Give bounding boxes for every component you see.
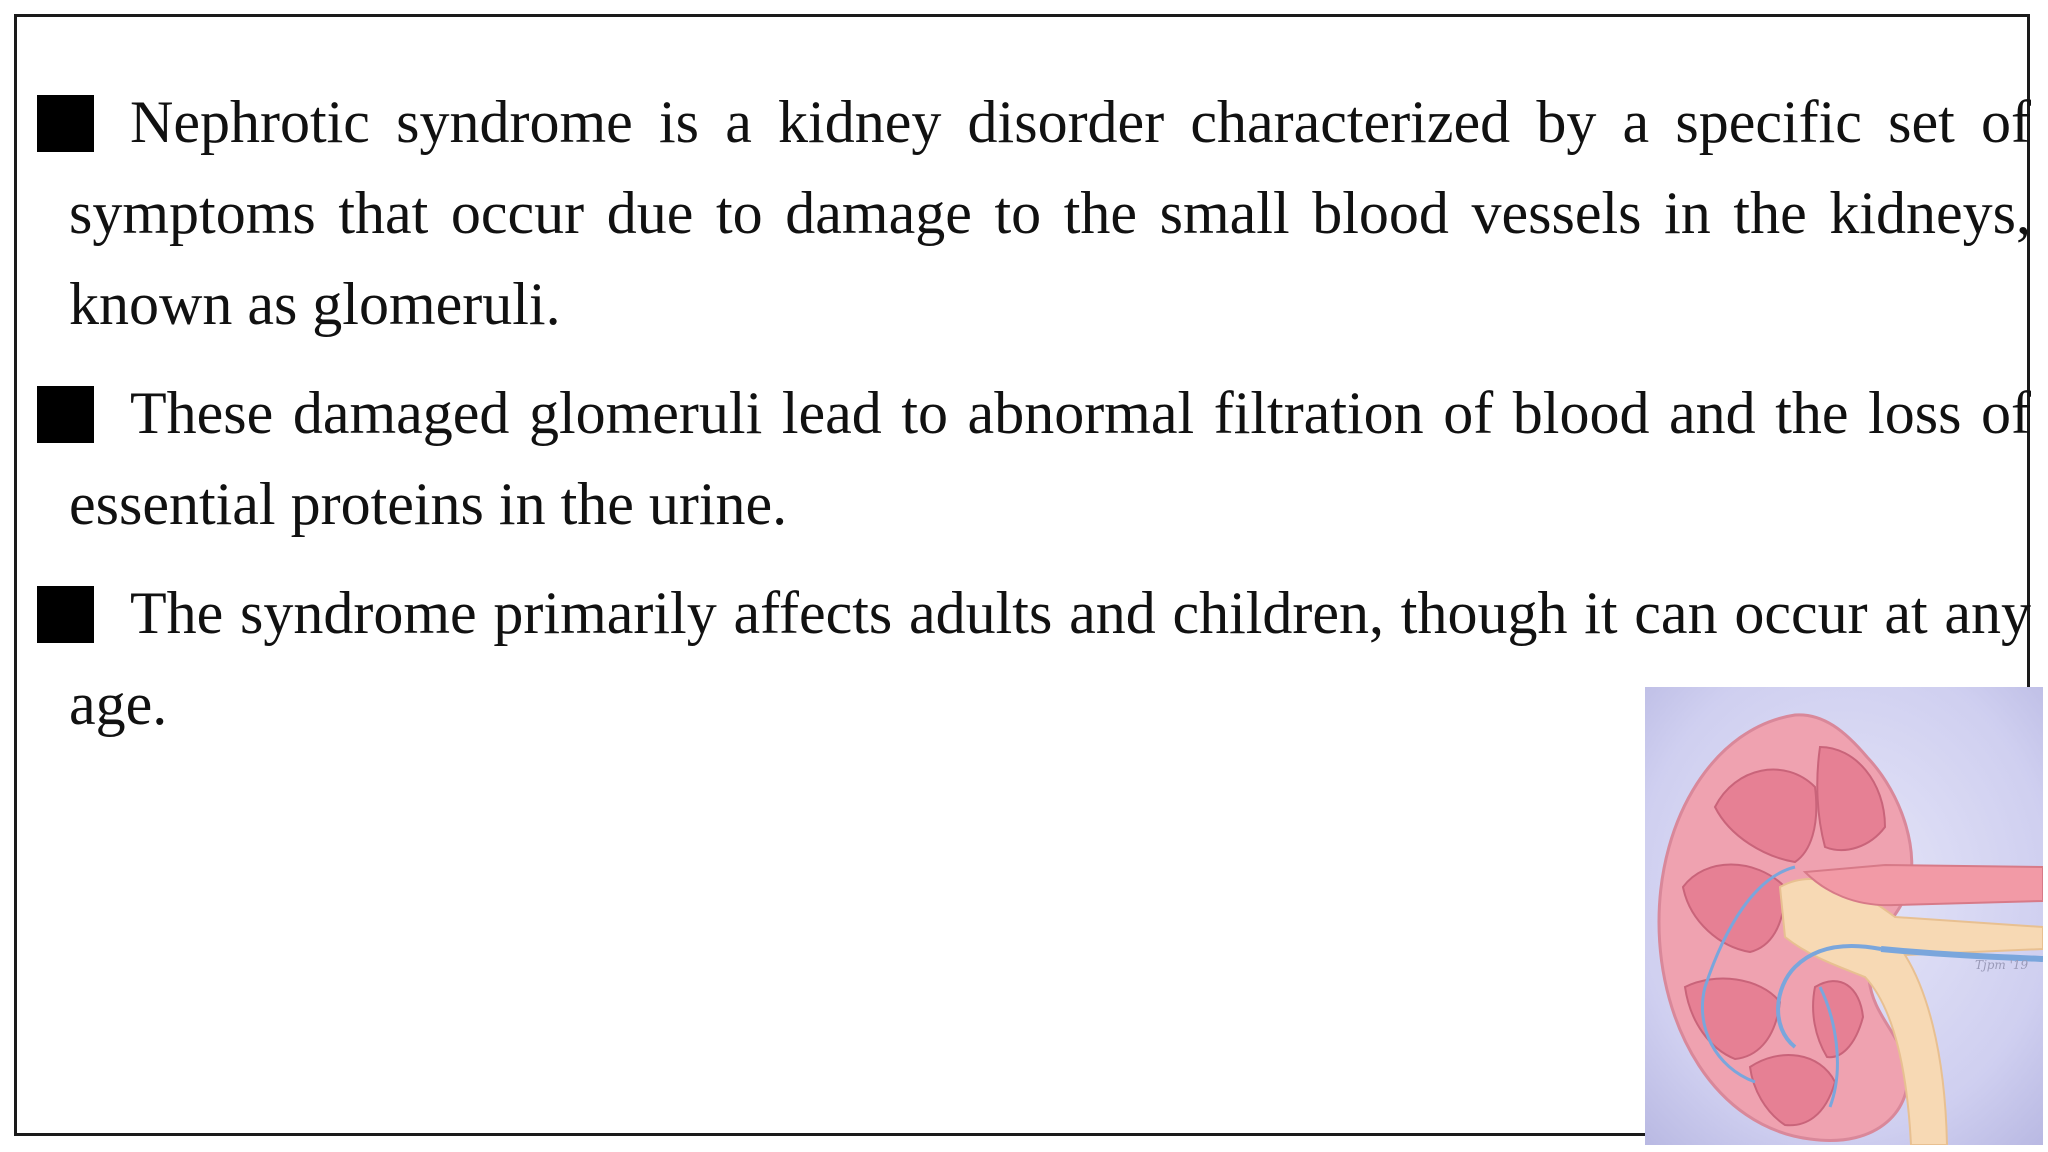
bullet-item-1 (37, 77, 2031, 350)
bullet-list (37, 77, 2031, 750)
square-bullet-icon (37, 95, 94, 152)
square-bullet-icon (37, 586, 94, 643)
square-bullet-icon (37, 386, 94, 443)
bullet-item-2 (37, 368, 2031, 550)
slide-frame (14, 14, 2030, 1136)
bullet-text-3: The syndrome primarily affects adults and children, though it can occur at any age. (69, 580, 2031, 737)
bullet-text-1: Nephrotic syndrome is a kidney disorder characterized by a specific set of symptoms that occur due to damage to the small blood vessels in the kidneys, known as glomeruli. (69, 89, 2031, 337)
kidney-cross-section-icon (1645, 687, 2043, 1145)
kidney-illustration (1645, 687, 2043, 1145)
bullet-text-2: These damaged glomeruli lead to abnormal filtration of blood and the loss of essential proteins in the urine. (69, 380, 2031, 537)
illustration-signature: Tjpm '19 (1975, 958, 2029, 972)
